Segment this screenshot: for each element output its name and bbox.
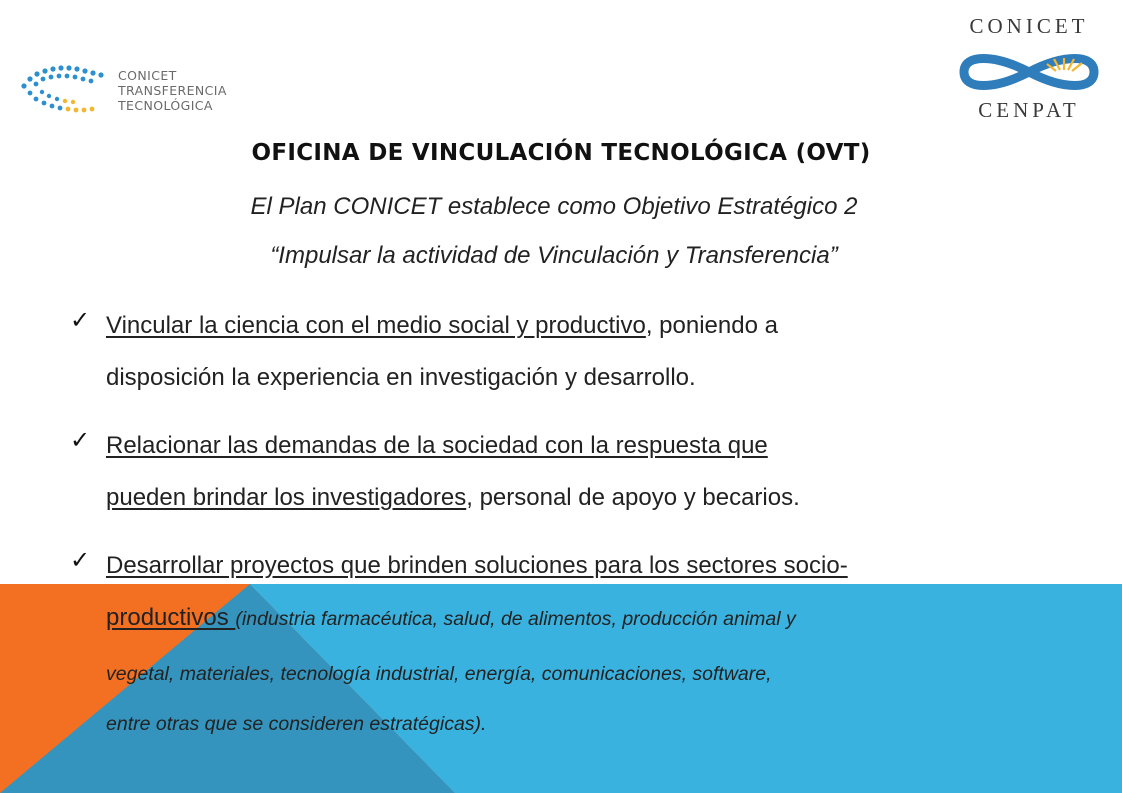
bullet-3-underlined: Desarrollar proyectos que brinden soluciones para los sectores socio- <box>106 552 848 579</box>
subtitle-plan: El Plan CONICET establece como Objetivo Estratégico 2 <box>250 193 858 220</box>
subtitle-objective: “Impulsar la actividad de Vinculación y Transferencia” <box>270 242 838 269</box>
bullet-3-text: (industria farmacéutica, salud, de alimentos, producción animal y <box>235 608 796 630</box>
list-item <box>70 546 1070 750</box>
bullet-1-text: , poniendo a <box>645 312 778 339</box>
checkmark-icon: ✓ <box>70 306 91 334</box>
bullet-2-text: , personal de apoyo y becarios. <box>466 484 800 511</box>
page-title: OFICINA DE VINCULACIÓN TECNOLÓGICA (OVT) <box>251 140 871 166</box>
objectives-list <box>70 306 1070 750</box>
bullet-2-underlined-2: pueden brindar los investigadores <box>106 484 467 511</box>
conicet-transferencia-logo <box>18 62 238 122</box>
logo-line-2: TRANSFERENCIA <box>118 83 227 98</box>
list-item <box>70 306 1070 410</box>
list-item <box>70 426 1070 530</box>
infinity-sun-icon <box>956 46 1102 98</box>
checkmark-icon: ✓ <box>70 546 91 574</box>
bullet-3-underlined-2: productivos <box>106 604 236 631</box>
logo-line-1: CONICET <box>118 68 177 83</box>
conicet-cenpat-logo <box>956 14 1102 124</box>
logo-text <box>118 68 227 113</box>
bullet-2-underlined: Relacionar las demandas de la sociedad con la respuesta que <box>106 432 768 459</box>
logo-conicet-word: CONICET <box>969 14 1089 38</box>
bullet-3-line-3: vegetal, materiales, tecnología industrial, energía, comunicaciones, software, <box>106 663 772 685</box>
bullet-3-line-4: entre otras que se consideren estratégicas). <box>106 713 487 735</box>
bullet-1-underlined: Vincular la ciencia con el medio social y productivo <box>106 312 646 339</box>
logo-cenpat-word: CENPAT <box>978 98 1080 122</box>
dots-logo-icon <box>18 62 116 122</box>
checkmark-icon: ✓ <box>70 426 91 454</box>
logo-line-3: TECNOLÓGICA <box>118 98 213 113</box>
bullet-1-line-2: disposición la experiencia en investigación y desarrollo. <box>106 364 696 391</box>
